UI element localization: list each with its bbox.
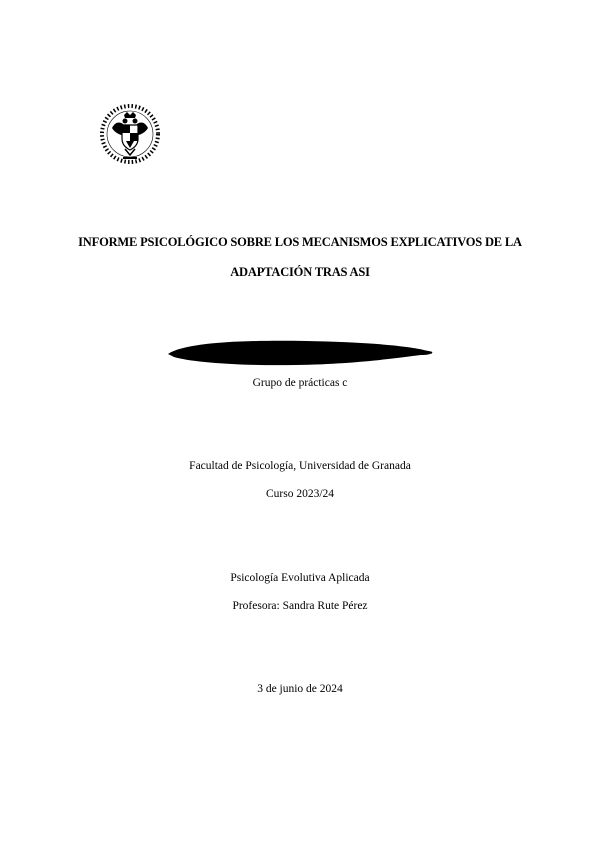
report-title-line-1: INFORME PSICOLÓGICO SOBRE LOS MECANISMOS EXPLICATIVOS DE LA — [78, 235, 522, 249]
teacher-name: Profesora: Sandra Rute Pérez — [232, 600, 368, 612]
practice-group: Grupo de prácticas c — [252, 377, 348, 389]
course-year: Curso 2023/24 — [265, 488, 335, 500]
faculty-name: Facultad de Psicología, Universidad de Granada — [189, 460, 411, 472]
subject-name: Psicología Evolutiva Aplicada — [230, 572, 370, 584]
report-title-line-2: ADAPTACIÓN TRAS ASI — [230, 265, 370, 279]
submission-date: 3 de junio de 2024 — [257, 683, 343, 695]
university-seal-icon — [98, 102, 162, 166]
redacted-author-block — [166, 338, 434, 368]
